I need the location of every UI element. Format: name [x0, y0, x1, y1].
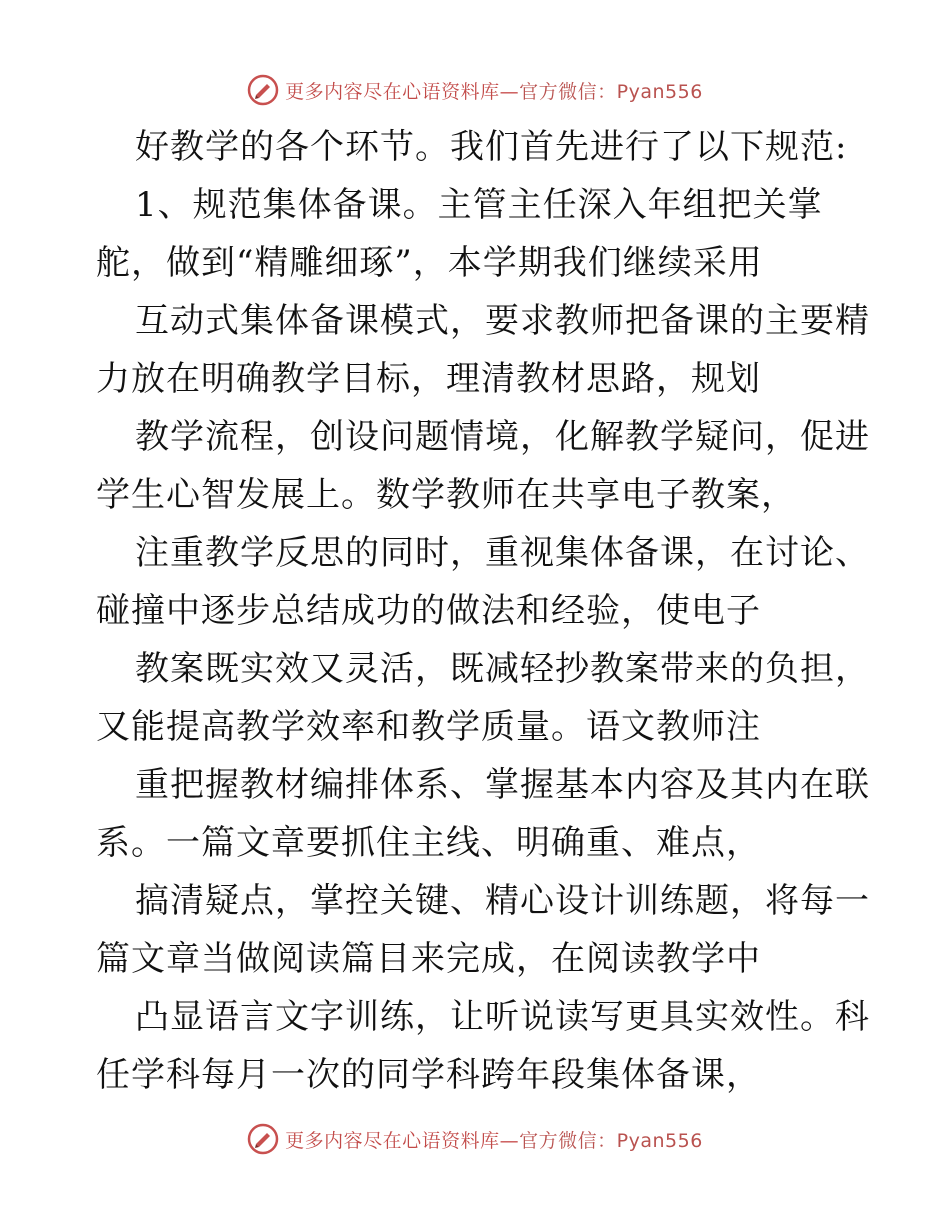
text-line: 又能提高教学效率和教学质量。语文教师注	[96, 707, 761, 747]
text-line: 任学科每月一次的同学科跨年段集体备课，	[96, 1055, 761, 1095]
watermark-prefix: 更多内容尽在心语资料库	[285, 80, 500, 103]
text-line: 学生心智发展上。数学教师在共享电子教案，	[96, 475, 796, 515]
watermark-dash: —	[499, 1129, 520, 1152]
watermark-text	[285, 1126, 703, 1153]
watermark-dash: —	[499, 80, 520, 103]
text-line: 重把握教材编排体系、掌握基本内容及其内在联	[135, 765, 870, 805]
text-line: 互动式集体备课模式，要求教师把备课的主要精	[135, 301, 870, 341]
text-line: 教案既实效又灵活，既减轻抄教案带来的负担，	[135, 649, 870, 689]
watermark-prefix: 更多内容尽在心语资料库	[285, 1129, 500, 1152]
pen-heart-logo-icon	[247, 1123, 279, 1155]
watermark-suffix: 官方微信：Pyan556	[519, 1129, 703, 1152]
text-line: 碰撞中逐步总结成功的做法和经验，使电子	[96, 591, 761, 631]
text-line: 系。一篇文章要抓住主线、明确重、难点，	[96, 823, 761, 863]
footer-watermark-banner	[0, 1117, 950, 1161]
text-line: 篇文章当做阅读篇目来完成，在阅读教学中	[96, 939, 761, 979]
text-line: 注重教学反思的同时，重视集体备课，在讨论、	[135, 533, 870, 573]
text-line: 凸显语言文字训练，让听说读写更具实效性。科	[135, 997, 870, 1037]
text-line: 搞清疑点，掌控关键、精心设计训练题，将每一	[135, 881, 870, 921]
watermark-suffix: 官方微信：Pyan556	[519, 80, 703, 103]
header-watermark-banner	[0, 68, 950, 112]
text-line: 好教学的各个环节。我们首先进行了以下规范:	[135, 127, 848, 167]
pen-heart-logo-icon	[247, 74, 279, 106]
text-line: 舵，做到“精雕细琢”，本学期我们继续采用	[96, 243, 763, 283]
watermark-text	[285, 77, 703, 104]
text-line: 力放在明确教学目标，理清教材思路，规划	[96, 359, 761, 399]
text-line: 教学流程，创设问题情境，化解教学疑问，促进	[135, 417, 870, 457]
text-line: 1、规范集体备课。主管主任深入年组把关掌	[135, 185, 823, 225]
